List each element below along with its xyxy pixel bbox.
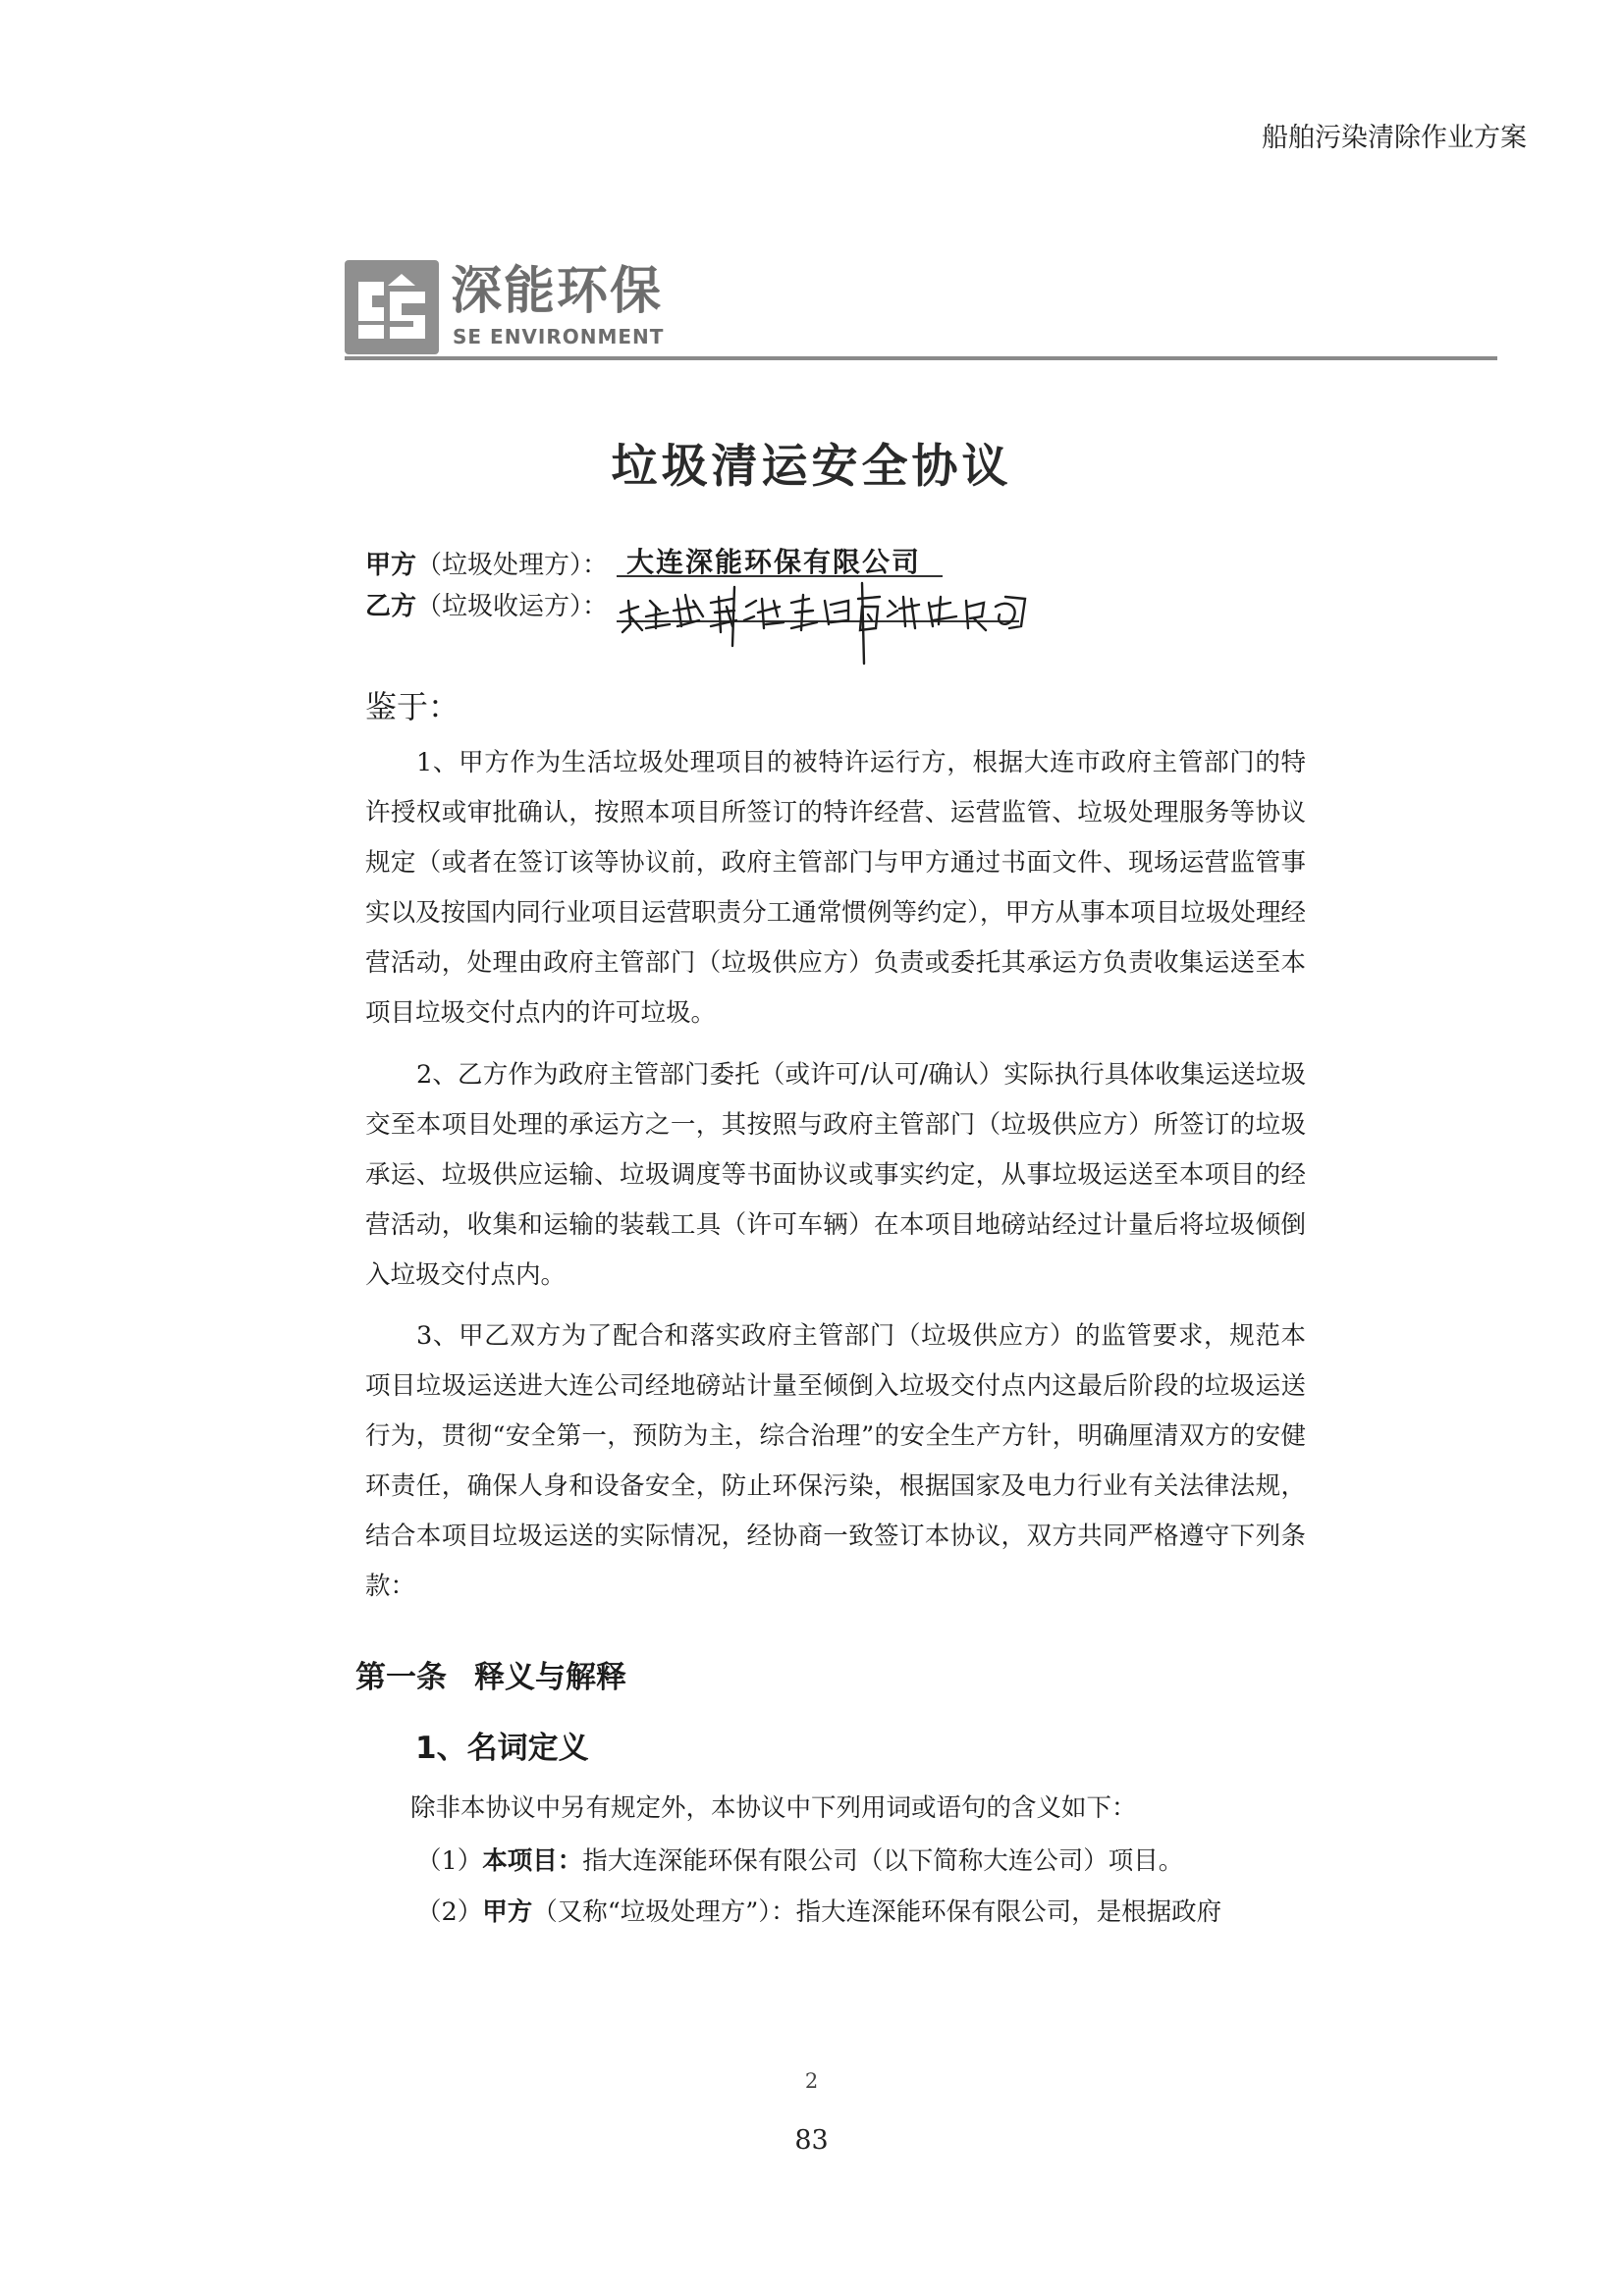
party-b-label: 乙方 <box>365 592 417 621</box>
definition-1-number: （1） <box>416 1846 483 1876</box>
definition-2-term: 甲方 <box>482 1897 533 1927</box>
inner-page-number: 2 <box>804 2069 819 2093</box>
party-a-role: （垃圾处理方）： <box>416 551 609 580</box>
outer-page-number: 83 <box>794 2125 829 2156</box>
definitions-intro: 除非本协议中另有规定外，本协议中下列用词或语句的含义如下： <box>410 1793 1137 1823</box>
party-b-role: （垃圾收运方）： <box>416 592 609 621</box>
definition-1 <box>416 1842 1183 1877</box>
definition-2-text: （又称“垃圾处理方”）：指大连深能环保有限公司，是根据政府 <box>532 1897 1222 1927</box>
article-1-heading <box>355 1652 626 1696</box>
company-logo <box>345 260 669 356</box>
recital-paragraph-1: 1、甲方作为生活垃圾处理项目的被特许运行方，根据大连市政府主管部门的特许授权或审批确认，按照本项目所签订的特许经营、运营监管、垃圾处理服务等协议规定（或者在签订该等协议前，政府主管部门与甲方通过书面文件、现场运营监管事实以及按国内同行业项目运营职责分工通常惯例等约定），甲方从事本项目垃圾处理经营活动，处理由政府主管部门（垃圾供应方）负责或委托其承运方负责收集运送至本项目垃圾交付点内的许可垃圾。 <box>365 748 1306 1028</box>
logo-name-en: SE ENVIRONMENT <box>453 325 665 348</box>
recital-paragraph-2: 2、乙方作为政府主管部门委托（或许可/认可/确认）实际执行具体收集运送垃圾交至本项目处理的承运方之一，其按照与政府主管部门（垃圾供应方）所签订的垃圾承运、垃圾供应运输、垃圾调度等书面协议或事实约定，从事垃圾运送至本项目的经营活动，收集和运输的装载工具（许可车辆）在本项目地磅站经过计量后将垃圾倾倒入垃圾交付点内。 <box>365 1060 1306 1290</box>
running-header: 船舶污染清除作业方案 <box>1262 123 1527 153</box>
definition-1-text: 指大连深能环保有限公司（以下简称大连公司）项目。 <box>582 1846 1184 1876</box>
logo-name-cn: 深能环保 <box>451 262 664 321</box>
recital-paragraph-3: 3、甲乙双方为了配合和落实政府主管部门（垃圾供应方）的监管要求，规范本项目垃圾运送进大连公司经地磅站计量至倾倒入垃圾交付点内这最后阶段的垃圾运送行为，贯彻“安全第一，预防为主，综合治理”的安全生产方针，明确厘清双方的安健环责任，确保人身和设备安全，防止环保污染，根据国家及电力行业有关法律法规，结合本项目垃圾运送的实际情况，经协商一致签订本协议，双方共同严格遵守下列条款： <box>365 1321 1306 1601</box>
definition-2-number: （2） <box>416 1897 483 1927</box>
party-a-line <box>365 545 608 581</box>
document-title: 垃圾清运安全协议 <box>611 440 1012 494</box>
party-a-name: 大连深能环保有限公司 <box>626 546 922 578</box>
logo-divider <box>345 356 1497 360</box>
article-1-title: 释义与解释 <box>474 1660 626 1695</box>
party-b-line <box>365 586 608 622</box>
logo-mark-icon <box>345 260 439 354</box>
section-1-heading: 1、名词定义 <box>415 1731 589 1766</box>
definition-2 <box>416 1893 1221 1928</box>
article-1-number: 第一条 <box>355 1660 447 1695</box>
definition-1-term: 本项目： <box>482 1846 583 1876</box>
party-b-handwritten-signature <box>617 577 1029 666</box>
party-a-label: 甲方 <box>365 551 417 580</box>
whereas-heading: 鉴于： <box>365 688 460 725</box>
